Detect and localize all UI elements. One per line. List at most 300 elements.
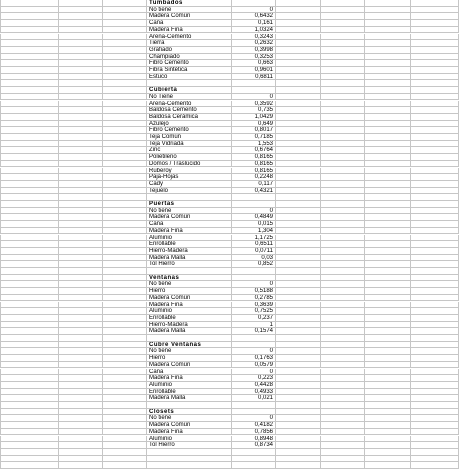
empty-cell[interactable]: [276, 449, 321, 456]
empty-cell[interactable]: [365, 429, 411, 436]
empty-cell[interactable]: [365, 194, 411, 201]
empty-cell[interactable]: [103, 409, 147, 416]
empty-cell[interactable]: [0, 442, 59, 449]
empty-cell[interactable]: [59, 174, 103, 181]
label-cell[interactable]: Hierro: [147, 355, 232, 362]
empty-cell[interactable]: [103, 60, 147, 67]
empty-cell[interactable]: [59, 436, 103, 443]
empty-cell[interactable]: [103, 154, 147, 161]
empty-cell[interactable]: [321, 288, 365, 295]
empty-cell[interactable]: [365, 322, 411, 329]
empty-cell[interactable]: [276, 154, 321, 161]
value-cell[interactable]: 0,6764: [232, 147, 276, 154]
empty-cell[interactable]: [365, 362, 411, 369]
empty-cell[interactable]: [59, 449, 103, 456]
empty-cell[interactable]: [59, 281, 103, 288]
empty-cell[interactable]: [0, 348, 59, 355]
value-cell[interactable]: [232, 87, 276, 94]
value-cell[interactable]: 0: [232, 369, 276, 376]
empty-cell[interactable]: [321, 147, 365, 154]
empty-cell[interactable]: [276, 409, 321, 416]
empty-cell[interactable]: [365, 7, 411, 14]
empty-cell[interactable]: [276, 429, 321, 436]
empty-cell[interactable]: [0, 34, 59, 41]
value-cell[interactable]: 0,237: [232, 315, 276, 322]
label-cell[interactable]: Madera Malla: [147, 328, 232, 335]
empty-cell[interactable]: [411, 201, 459, 208]
empty-cell[interactable]: [0, 382, 59, 389]
empty-cell[interactable]: [59, 369, 103, 376]
empty-cell[interactable]: [103, 436, 147, 443]
empty-cell[interactable]: [321, 141, 365, 148]
empty-cell[interactable]: [0, 362, 59, 369]
empty-cell[interactable]: [276, 389, 321, 396]
empty-cell[interactable]: [365, 295, 411, 302]
empty-cell[interactable]: [103, 181, 147, 188]
value-cell[interactable]: 1,1725: [232, 235, 276, 242]
empty-cell[interactable]: [411, 462, 459, 469]
empty-cell[interactable]: [321, 395, 365, 402]
empty-cell[interactable]: [59, 429, 103, 436]
label-cell[interactable]: Caña: [147, 20, 232, 27]
empty-cell[interactable]: [276, 235, 321, 242]
empty-cell[interactable]: [411, 54, 459, 61]
empty-cell[interactable]: [0, 241, 59, 248]
empty-cell[interactable]: [59, 121, 103, 128]
empty-cell[interactable]: [411, 94, 459, 101]
empty-cell[interactable]: [0, 13, 59, 20]
empty-cell[interactable]: [103, 248, 147, 255]
label-cell[interactable]: Madera Malla: [147, 255, 232, 262]
empty-cell[interactable]: [411, 362, 459, 369]
empty-cell[interactable]: [411, 154, 459, 161]
empty-cell[interactable]: [411, 449, 459, 456]
empty-cell[interactable]: [411, 456, 459, 463]
empty-cell[interactable]: [276, 415, 321, 422]
empty-cell[interactable]: [276, 442, 321, 449]
empty-cell[interactable]: [321, 255, 365, 262]
empty-cell[interactable]: [59, 335, 103, 342]
value-cell[interactable]: 0,021: [232, 395, 276, 402]
empty-cell[interactable]: [103, 241, 147, 248]
value-cell[interactable]: 1,304: [232, 228, 276, 235]
empty-cell[interactable]: [276, 80, 321, 87]
value-cell[interactable]: 0,8734: [232, 442, 276, 449]
label-cell[interactable]: Madera Fina: [147, 228, 232, 235]
empty-cell[interactable]: [0, 54, 59, 61]
empty-cell[interactable]: [411, 214, 459, 221]
empty-cell[interactable]: [365, 348, 411, 355]
value-cell[interactable]: 0,7856: [232, 429, 276, 436]
empty-cell[interactable]: [365, 422, 411, 429]
empty-cell[interactable]: [411, 0, 459, 7]
value-cell[interactable]: 0,4428: [232, 382, 276, 389]
label-cell[interactable]: [147, 449, 232, 456]
label-cell[interactable]: Madera Común: [147, 13, 232, 20]
value-cell[interactable]: 0,3243: [232, 34, 276, 41]
empty-cell[interactable]: [365, 415, 411, 422]
empty-cell[interactable]: [0, 228, 59, 235]
empty-cell[interactable]: [103, 261, 147, 268]
empty-cell[interactable]: [103, 335, 147, 342]
empty-cell[interactable]: [0, 7, 59, 14]
empty-cell[interactable]: [0, 248, 59, 255]
value-cell[interactable]: 0,223: [232, 375, 276, 382]
empty-cell[interactable]: [365, 201, 411, 208]
empty-cell[interactable]: [59, 261, 103, 268]
empty-cell[interactable]: [276, 375, 321, 382]
label-cell[interactable]: Madera Fina: [147, 27, 232, 34]
label-cell[interactable]: Enrollable: [147, 389, 232, 396]
value-cell[interactable]: 0,852: [232, 261, 276, 268]
empty-cell[interactable]: [103, 121, 147, 128]
empty-cell[interactable]: [411, 328, 459, 335]
empty-cell[interactable]: [365, 342, 411, 349]
empty-cell[interactable]: [103, 442, 147, 449]
value-cell[interactable]: 1,0429: [232, 114, 276, 121]
empty-cell[interactable]: [103, 40, 147, 47]
empty-cell[interactable]: [276, 127, 321, 134]
empty-cell[interactable]: [411, 7, 459, 14]
empty-cell[interactable]: [411, 127, 459, 134]
empty-cell[interactable]: [103, 13, 147, 20]
section-title[interactable]: Tumbados: [147, 0, 232, 7]
empty-cell[interactable]: [59, 194, 103, 201]
empty-cell[interactable]: [365, 228, 411, 235]
empty-cell[interactable]: [0, 436, 59, 443]
section-title[interactable]: Puertas: [147, 201, 232, 208]
empty-cell[interactable]: [59, 409, 103, 416]
empty-cell[interactable]: [0, 315, 59, 322]
label-cell[interactable]: Paja-Hojas: [147, 174, 232, 181]
empty-cell[interactable]: [276, 369, 321, 376]
value-cell[interactable]: 0: [232, 208, 276, 215]
empty-cell[interactable]: [365, 302, 411, 309]
section-title[interactable]: Ventanas: [147, 275, 232, 282]
value-cell[interactable]: 0,735: [232, 107, 276, 114]
empty-cell[interactable]: [0, 154, 59, 161]
empty-cell[interactable]: [411, 13, 459, 20]
empty-cell[interactable]: [103, 422, 147, 429]
value-cell[interactable]: 0,6811: [232, 74, 276, 81]
value-cell[interactable]: 0,161: [232, 20, 276, 27]
empty-cell[interactable]: [411, 402, 459, 409]
empty-cell[interactable]: [411, 261, 459, 268]
value-cell[interactable]: 1,553: [232, 141, 276, 148]
empty-cell[interactable]: [276, 395, 321, 402]
label-cell[interactable]: No tiene: [147, 415, 232, 422]
label-cell[interactable]: Tejuelo: [147, 188, 232, 195]
empty-cell[interactable]: [321, 322, 365, 329]
empty-cell[interactable]: [321, 208, 365, 215]
empty-cell[interactable]: [103, 275, 147, 282]
empty-cell[interactable]: [365, 80, 411, 87]
empty-cell[interactable]: [365, 442, 411, 449]
empty-cell[interactable]: [0, 188, 59, 195]
label-cell[interactable]: Madera Común: [147, 295, 232, 302]
empty-cell[interactable]: [59, 295, 103, 302]
section-title[interactable]: Cubre Ventanas: [147, 342, 232, 349]
empty-cell[interactable]: [321, 342, 365, 349]
empty-cell[interactable]: [59, 462, 103, 469]
empty-cell[interactable]: [59, 288, 103, 295]
empty-cell[interactable]: [276, 208, 321, 215]
empty-cell[interactable]: [276, 168, 321, 175]
value-cell[interactable]: [232, 462, 276, 469]
empty-cell[interactable]: [365, 375, 411, 382]
label-cell[interactable]: Madera Común: [147, 362, 232, 369]
empty-cell[interactable]: [321, 315, 365, 322]
empty-cell[interactable]: [59, 389, 103, 396]
value-cell[interactable]: 0,2632: [232, 40, 276, 47]
value-cell[interactable]: [232, 268, 276, 275]
empty-cell[interactable]: [276, 382, 321, 389]
empty-cell[interactable]: [0, 194, 59, 201]
empty-cell[interactable]: [411, 60, 459, 67]
empty-cell[interactable]: [411, 80, 459, 87]
empty-cell[interactable]: [103, 328, 147, 335]
empty-cell[interactable]: [365, 241, 411, 248]
value-cell[interactable]: [232, 201, 276, 208]
label-cell[interactable]: No Tiene: [147, 94, 232, 101]
empty-cell[interactable]: [321, 248, 365, 255]
empty-cell[interactable]: [321, 456, 365, 463]
empty-cell[interactable]: [321, 74, 365, 81]
empty-cell[interactable]: [276, 261, 321, 268]
empty-cell[interactable]: [321, 268, 365, 275]
empty-cell[interactable]: [321, 308, 365, 315]
label-cell[interactable]: Tierra: [147, 40, 232, 47]
empty-cell[interactable]: [0, 335, 59, 342]
empty-cell[interactable]: [321, 362, 365, 369]
empty-cell[interactable]: [276, 302, 321, 309]
empty-cell[interactable]: [365, 281, 411, 288]
label-cell[interactable]: Hierro-Madera: [147, 248, 232, 255]
empty-cell[interactable]: [365, 161, 411, 168]
empty-cell[interactable]: [411, 208, 459, 215]
empty-cell[interactable]: [365, 436, 411, 443]
value-cell[interactable]: 0,03: [232, 255, 276, 262]
empty-cell[interactable]: [0, 355, 59, 362]
empty-cell[interactable]: [321, 40, 365, 47]
empty-cell[interactable]: [321, 355, 365, 362]
label-cell[interactable]: Fibra Sintética: [147, 67, 232, 74]
value-cell[interactable]: 0,4182: [232, 422, 276, 429]
empty-cell[interactable]: [59, 27, 103, 34]
empty-cell[interactable]: [276, 161, 321, 168]
empty-cell[interactable]: [0, 302, 59, 309]
empty-cell[interactable]: [59, 235, 103, 242]
empty-cell[interactable]: [0, 221, 59, 228]
empty-cell[interactable]: [0, 107, 59, 114]
empty-cell[interactable]: [0, 342, 59, 349]
value-cell[interactable]: 0,6432: [232, 13, 276, 20]
empty-cell[interactable]: [276, 462, 321, 469]
empty-cell[interactable]: [365, 0, 411, 7]
value-cell[interactable]: 0,015: [232, 221, 276, 228]
empty-cell[interactable]: [365, 20, 411, 27]
label-cell[interactable]: Enrollable: [147, 315, 232, 322]
empty-cell[interactable]: [103, 395, 147, 402]
empty-cell[interactable]: [321, 335, 365, 342]
empty-cell[interactable]: [0, 94, 59, 101]
empty-cell[interactable]: [103, 315, 147, 322]
empty-cell[interactable]: [59, 362, 103, 369]
empty-cell[interactable]: [103, 449, 147, 456]
label-cell[interactable]: Madera Fina: [147, 429, 232, 436]
label-cell[interactable]: Madera Fina: [147, 302, 232, 309]
value-cell[interactable]: [232, 456, 276, 463]
empty-cell[interactable]: [365, 13, 411, 20]
empty-cell[interactable]: [411, 355, 459, 362]
empty-cell[interactable]: [276, 221, 321, 228]
empty-cell[interactable]: [59, 402, 103, 409]
empty-cell[interactable]: [321, 34, 365, 41]
label-cell[interactable]: Ruberoy: [147, 168, 232, 175]
empty-cell[interactable]: [103, 415, 147, 422]
value-cell[interactable]: 0,5188: [232, 288, 276, 295]
empty-cell[interactable]: [276, 214, 321, 221]
empty-cell[interactable]: [103, 201, 147, 208]
empty-cell[interactable]: [59, 127, 103, 134]
empty-cell[interactable]: [276, 101, 321, 108]
value-cell[interactable]: [232, 275, 276, 282]
empty-cell[interactable]: [411, 415, 459, 422]
label-cell[interactable]: Madera Fina: [147, 375, 232, 382]
empty-cell[interactable]: [276, 47, 321, 54]
empty-cell[interactable]: [103, 308, 147, 315]
empty-cell[interactable]: [321, 134, 365, 141]
empty-cell[interactable]: [276, 13, 321, 20]
empty-cell[interactable]: [0, 67, 59, 74]
label-cell[interactable]: [147, 462, 232, 469]
value-cell[interactable]: 0: [232, 281, 276, 288]
empty-cell[interactable]: [276, 67, 321, 74]
value-cell[interactable]: 0,8948: [232, 436, 276, 443]
empty-cell[interactable]: [365, 107, 411, 114]
empty-cell[interactable]: [411, 194, 459, 201]
value-cell[interactable]: 0,663: [232, 60, 276, 67]
value-cell[interactable]: 0,8165: [232, 168, 276, 175]
empty-cell[interactable]: [365, 27, 411, 34]
empty-cell[interactable]: [59, 80, 103, 87]
empty-cell[interactable]: [59, 275, 103, 282]
empty-cell[interactable]: [59, 154, 103, 161]
label-cell[interactable]: Tol Hierro: [147, 261, 232, 268]
value-cell[interactable]: 0,8165: [232, 154, 276, 161]
empty-cell[interactable]: [103, 174, 147, 181]
label-cell[interactable]: Grafiado: [147, 47, 232, 54]
empty-cell[interactable]: [59, 34, 103, 41]
empty-cell[interactable]: [276, 181, 321, 188]
empty-cell[interactable]: [321, 107, 365, 114]
empty-cell[interactable]: [321, 214, 365, 221]
empty-cell[interactable]: [59, 248, 103, 255]
empty-cell[interactable]: [0, 134, 59, 141]
empty-cell[interactable]: [365, 275, 411, 282]
empty-cell[interactable]: [276, 295, 321, 302]
empty-cell[interactable]: [321, 382, 365, 389]
empty-cell[interactable]: [0, 308, 59, 315]
empty-cell[interactable]: [411, 295, 459, 302]
value-cell[interactable]: [232, 449, 276, 456]
empty-cell[interactable]: [276, 456, 321, 463]
empty-cell[interactable]: [321, 20, 365, 27]
empty-cell[interactable]: [321, 67, 365, 74]
label-cell[interactable]: [147, 456, 232, 463]
empty-cell[interactable]: [0, 161, 59, 168]
label-cell[interactable]: Aluminio: [147, 436, 232, 443]
empty-cell[interactable]: [0, 74, 59, 81]
empty-cell[interactable]: [103, 255, 147, 262]
empty-cell[interactable]: [0, 101, 59, 108]
label-cell[interactable]: Caña: [147, 369, 232, 376]
empty-cell[interactable]: [0, 208, 59, 215]
empty-cell[interactable]: [321, 228, 365, 235]
empty-cell[interactable]: [411, 348, 459, 355]
empty-cell[interactable]: [411, 335, 459, 342]
empty-cell[interactable]: [321, 7, 365, 14]
empty-cell[interactable]: [59, 268, 103, 275]
empty-cell[interactable]: [59, 60, 103, 67]
empty-cell[interactable]: [59, 342, 103, 349]
empty-cell[interactable]: [103, 74, 147, 81]
label-cell[interactable]: Arena-Cemento: [147, 34, 232, 41]
empty-cell[interactable]: [321, 235, 365, 242]
empty-cell[interactable]: [276, 288, 321, 295]
label-cell[interactable]: Fibro Cemento: [147, 127, 232, 134]
empty-cell[interactable]: [411, 188, 459, 195]
empty-cell[interactable]: [321, 261, 365, 268]
empty-cell[interactable]: [321, 101, 365, 108]
empty-cell[interactable]: [103, 87, 147, 94]
label-cell[interactable]: Estuco: [147, 74, 232, 81]
empty-cell[interactable]: [411, 168, 459, 175]
empty-cell[interactable]: [321, 409, 365, 416]
empty-cell[interactable]: [0, 322, 59, 329]
empty-cell[interactable]: [0, 47, 59, 54]
value-cell[interactable]: 0,8165: [232, 161, 276, 168]
empty-cell[interactable]: [276, 121, 321, 128]
empty-cell[interactable]: [103, 268, 147, 275]
empty-cell[interactable]: [103, 147, 147, 154]
empty-cell[interactable]: [321, 328, 365, 335]
empty-cell[interactable]: [411, 107, 459, 114]
empty-cell[interactable]: [365, 268, 411, 275]
value-cell[interactable]: 0,1574: [232, 328, 276, 335]
empty-cell[interactable]: [0, 456, 59, 463]
empty-cell[interactable]: [365, 188, 411, 195]
empty-cell[interactable]: [321, 121, 365, 128]
empty-cell[interactable]: [321, 87, 365, 94]
empty-cell[interactable]: [276, 422, 321, 429]
empty-cell[interactable]: [365, 74, 411, 81]
empty-cell[interactable]: [276, 34, 321, 41]
empty-cell[interactable]: [59, 161, 103, 168]
empty-cell[interactable]: [59, 94, 103, 101]
label-cell[interactable]: Aluminio: [147, 235, 232, 242]
empty-cell[interactable]: [365, 121, 411, 128]
value-cell[interactable]: 0,117: [232, 181, 276, 188]
label-cell[interactable]: Caña: [147, 221, 232, 228]
empty-cell[interactable]: [103, 462, 147, 469]
label-cell[interactable]: Cady: [147, 181, 232, 188]
empty-cell[interactable]: [411, 221, 459, 228]
label-cell[interactable]: Madera Malla: [147, 395, 232, 402]
empty-cell[interactable]: [0, 402, 59, 409]
empty-cell[interactable]: [0, 174, 59, 181]
empty-cell[interactable]: [103, 168, 147, 175]
